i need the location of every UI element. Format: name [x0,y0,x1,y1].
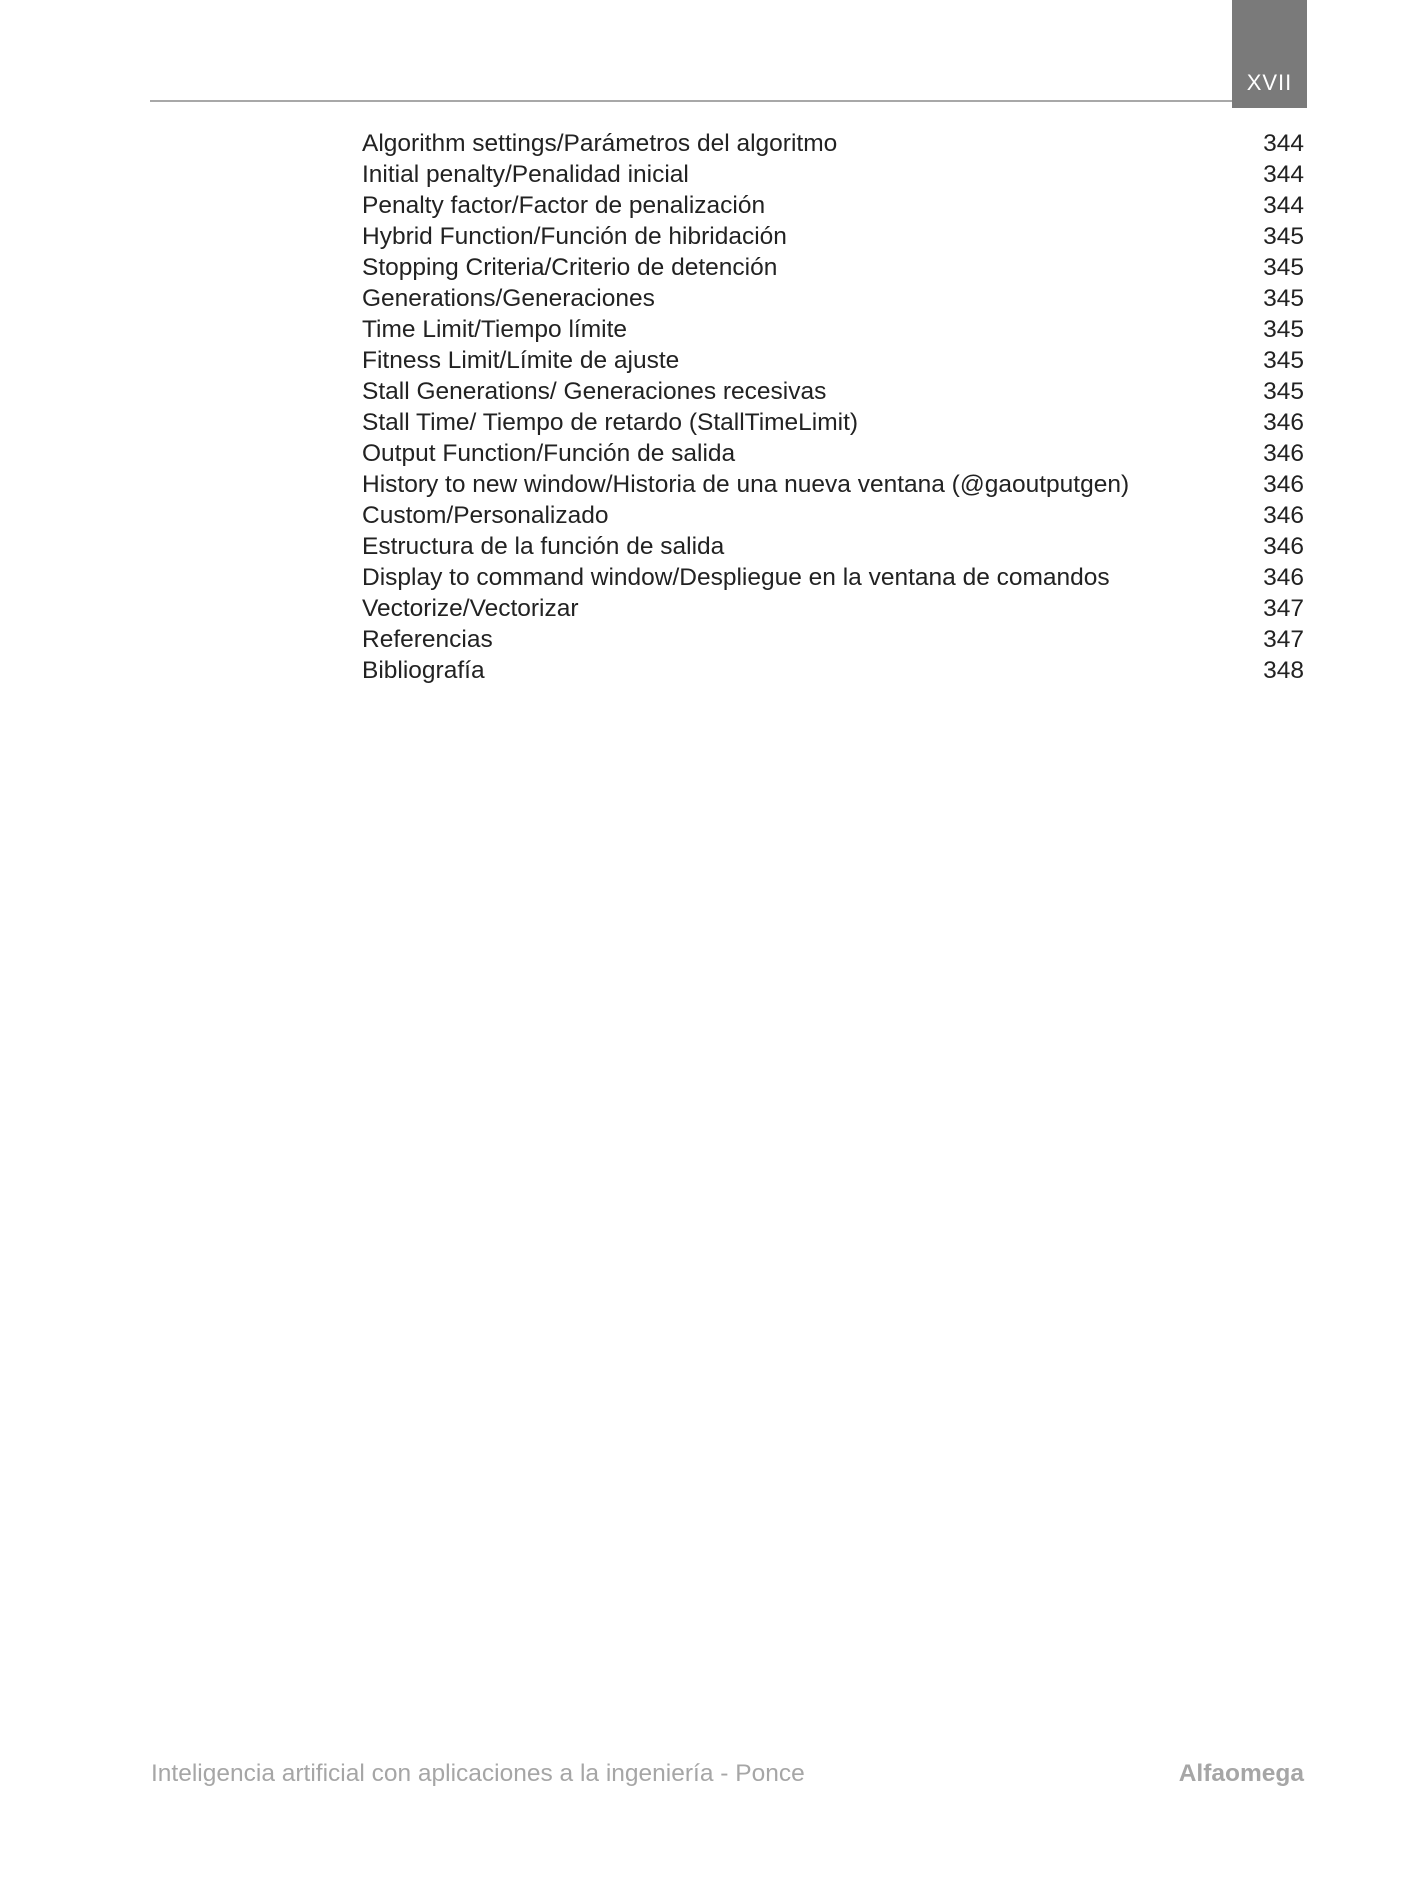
toc-entry-page: 346 [1263,533,1304,560]
toc-entry[interactable] [362,190,1304,221]
toc-entry[interactable] [362,128,1304,159]
toc-entry[interactable] [362,500,1304,531]
page-number-tab [1232,0,1307,108]
toc-entry-title: Generations/Generaciones [362,285,655,312]
toc-entry-page: 345 [1263,316,1304,343]
toc-entry-title: Hybrid Function/Función de hibridación [362,223,787,250]
toc-entry-page: 345 [1263,254,1304,281]
toc-entry-page: 345 [1263,285,1304,312]
toc-entry[interactable] [362,531,1304,562]
toc-entry-page: 347 [1263,595,1304,622]
footer-book-title: Inteligencia artificial con aplicaciones a la ingeniería - Ponce [151,1760,805,1787]
toc-entry[interactable] [362,624,1304,655]
toc-entry-title: Penalty factor/Factor de penalización [362,192,766,219]
toc-entry-title: Fitness Limit/Límite de ajuste [362,347,680,374]
toc-entry-page: 347 [1263,626,1304,653]
toc-entry-page: 348 [1263,657,1304,684]
footer-publisher-logo: Alfaomega [1178,1760,1304,1787]
toc-entry-page: 345 [1263,347,1304,374]
toc-entry-page: 345 [1263,378,1304,405]
toc-entry-title: Estructura de la función de salida [362,533,725,560]
toc-entry[interactable] [362,252,1304,283]
toc-entry-title: Time Limit/Tiempo límite [362,316,628,343]
toc-entry[interactable] [362,655,1304,686]
toc-entry-title: Stall Generations/ Generaciones recesivas [362,378,827,405]
toc-entry-title: Display to command window/Despliegue en la ventana de comandos [362,564,1110,591]
toc-entry-page: 344 [1263,161,1304,188]
toc-entry[interactable] [362,469,1304,500]
toc-entry-title: History to new window/Historia de una nueva ventana (@gaoutputgen) [362,471,1130,498]
toc-entry-title: Custom/Personalizado [362,502,609,529]
toc-entry-title: Vectorize/Vectorizar [362,595,579,622]
toc-entry-title: Output Function/Función de salida [362,440,736,467]
toc-entry-page: 346 [1263,440,1304,467]
toc-entry-page: 346 [1263,409,1304,436]
toc-entry-page: 345 [1263,223,1304,250]
toc-entry[interactable] [362,438,1304,469]
toc-entry-page: 344 [1263,130,1304,157]
table-of-contents [362,128,1304,686]
toc-entry-title: Referencias [362,626,493,653]
toc-entry[interactable] [362,376,1304,407]
toc-entry[interactable] [362,407,1304,438]
toc-entry-title: Initial penalty/Penalidad inicial [362,161,689,188]
toc-entry-page: 346 [1263,471,1304,498]
toc-entry[interactable] [362,593,1304,624]
toc-entry[interactable] [362,345,1304,376]
toc-entry-title: Bibliografía [362,657,485,684]
page-number: XVII [1246,70,1293,95]
toc-entry[interactable] [362,283,1304,314]
toc-entry-title: Stopping Criteria/Criterio de detención [362,254,778,281]
toc-entry[interactable] [362,562,1304,593]
toc-entry[interactable] [362,221,1304,252]
toc-entry-title: Algorithm settings/Parámetros del algoritmo [362,130,838,157]
toc-entry-page: 346 [1263,502,1304,529]
toc-entry[interactable] [362,159,1304,190]
toc-entry-title: Stall Time/ Tiempo de retardo (StallTimeLimit) [362,409,859,436]
toc-entry-page: 344 [1263,192,1304,219]
toc-entry-page: 346 [1263,564,1304,591]
toc-entry[interactable] [362,314,1304,345]
header-rule [150,100,1232,102]
